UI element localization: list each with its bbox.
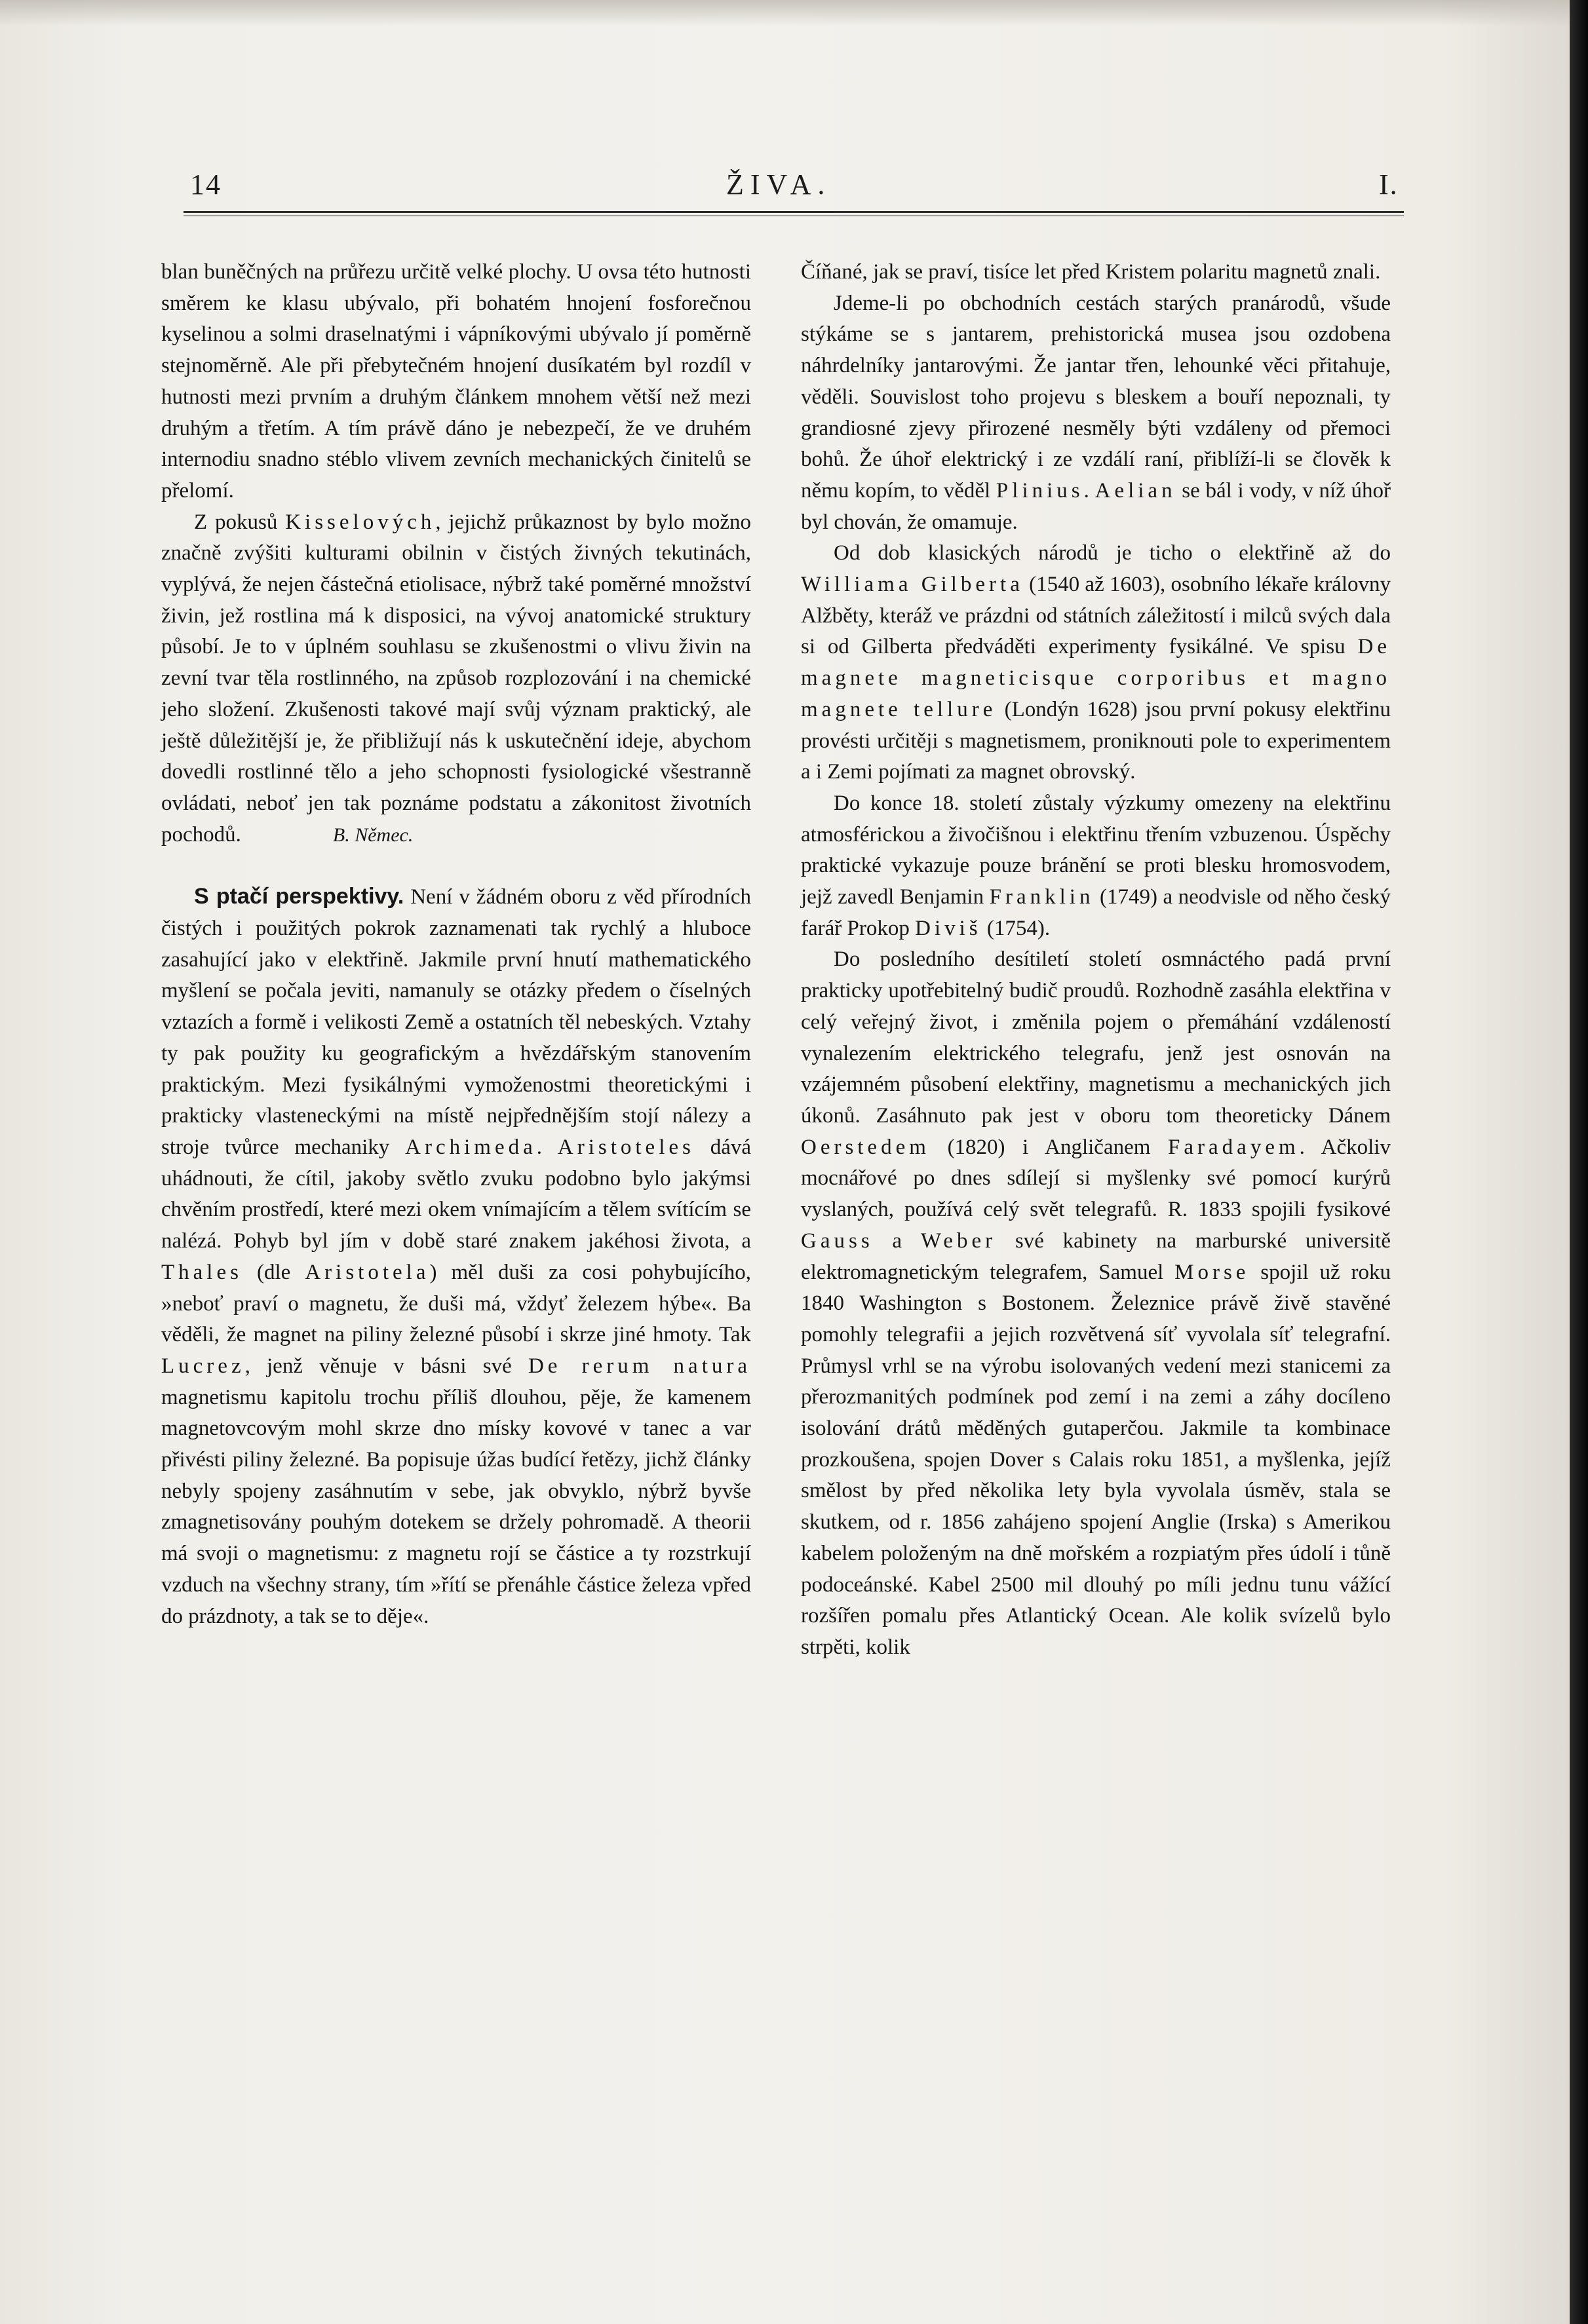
scan-top-shadow [0,0,1570,26]
author-signature: B. Němec. [332,824,414,846]
paragraph: Z pokusů Kisselových, jejichž průkaznost by bylo možno značně zvýšiti kulturami obilnin v čistých živných tekutinách, vyplývá, že nejen částečná etiolisace, nýbrž také poměrné množství živin, jež rostlina má k disposici, na vývoj anatomické struktury působí. Je to v úplném souhlasu se zkušenostmi o vlivu živin na zevní tvar těla rostlinného, na způsob rozplozování i na chemické jeho složení. Zkušenosti takové mají svůj význam praktický, ale ještě důležitější je, že přibližují nás k uskutečnění ideje, abychom dovedli rostlinné tělo a jeho schopnosti fysiologické všestranně ovládati, neboť jen tak poznáme podstatu a zákonitost životních pochodů. B. Němec. [161,507,751,851]
left-column [161,257,751,1632]
header-rule-thick [184,211,1404,213]
paragraph: S ptačí perspektivy. Není v žádném oboru z věd přírodních čistých i použitých pokrok zaznamenati tak rychlý a hluboce zasahující jako v elektřině. Jakmile první hnutí mathematického myšlení se počala jeviti, namanuly se otázky předem o číselných vztazích a formě i velikosti Země a ostatních těl nebeských. Vztahy ty pak použity ku geografickým a hvězdářským stanovením praktickým. Mezi fysikálnými vymoženostmi theoretickými i prakticky vlasteneckými na místě nejpřednějším stojí nálezy a stroje tvůrce mechaniky Archimeda. Aristoteles dává uhádnouti, že cítil, jakoby světlo zvuku podobno bylo jakýmsi chvěním prostředí, které mezi okem vnímajícím a tělem svítícím se nalézá. Pohyb byl jím v době staré znakem jakéhosi života, a Thales (dle Aristotela) měl duši za cosi pohybujícího, »neboť praví o magnetu, že duši má, vždyť železem hýbe«. Ba věděli, že magnet na piliny železné působí i skrze jiné hmoty. Tak Lucrez, jenž věnuje v básni své De rerum natura magnetismu kapitolu trochu příliš dlouhou, pěje, že kamenem magnetovcovým mohl skrze dno mísky kovové v tanec a var přivésti piliny železné. Ba popisuje úžas budící řetězy, jichž články nebyly spojeny zasáhnutím v sebe, jak obvyklo, nýbrž byvše zmagnetisovány pouhým dotekem se držely pohromadě. A theorii má svoji o magnetismu: z magnetu rojí se částice a ty rozstrkují vzduch na všechny strany, tím »řítí se přenáhle částice železa vpřed do prázdnoty, a tak se to děje«. [161,884,752,1628]
running-title: ŽIVA. [726,168,832,200]
paragraph: blan buněčných na průřezu určitě velké plochy. U ovsa této hutnosti směrem ke klasu ubývalo, při bohatém hnojení fosforečnou kyselinou a solmi draselnatými i vápníkovými ubývalo jí poměrně stejnoměrně. Ale při přebytečném hnojení dusíkatém byl rozdíl v hutnosti mezi prvním a druhým článkem mnohem větší než mezi druhým a třetím. A tím právě dáno je nebezpečí, že ve druhém internodiu snadno stéblo vlivem zevních mechanických činitelů se přelomí. [161,260,751,503]
section-gap [161,850,751,881]
paragraph: Jdeme-li po obchodních cestách starých pranárodů, všude stýkáme se s jantarem, prehistorická musea jsou ozdobena náhrdelníky jantarovými. Že jantar třen, lehounké věci přitahuje, věděli. Souvislost toho projevu s bleskem a bouří nepoznali, ty grandiosné zjevy přirozené nesměly býti vzdáleny od přemoci bohů. Že úhoř elektrický i ze vzdálí raní, přiblíží-li se člověk k němu kopím, to věděl Plinius. Aelian se bál i vody, v níž úhoř byl chován, že omamuje. [801,291,1391,534]
paragraph: Do posledního desítiletí století osmnáctého padá první prakticky upotřebitelný budič proudů. Rozhodně zasáhla elektřina v celý veřejný život, i změnila pojem o přemáhání vzdáleností vynalezením elektrického telegrafu, jenž jest osnován na vzájemném působení elektřiny, magnetismu a mechanických jich úkonů. Zasáhnuto pak jest v oboru tom theoreticky Dánem Oerstedem (1820) i Angličanem Faradayem. Ačkoliv mocnářové po dnes sdílejí si myšlenky své pomocí kurýrů vyslaných, používá celý svět telegrafů. R. 1833 spojili fysikové Gauss a Weber své kabinety na marburské universitě elektromagnetickým telegrafem, Samuel Morse spojil už roku 1840 Washington s Bostonem. Železnice právě živě stavěné pomohly telegrafii a jejich rozvětvená síť vyvolala síť telegrafní. Průmysl vrhl se na výrobu isolovaných vedení mezi stanicemi za přerozmanitých podmínek pod zemí i na zemi a záhy docíleno isolování drátů měděných gutaperčou. Jakmile ta kombinace prozkoušena, spojen Dover s Calais roku 1851, a myšlenka, jejíž smělost by před několika lety byla vyvolala úsměv, stala se skutkem, od r. 1856 zahájeno spojení Anglie (Irska) s Amerikou kabelem položeným na dně mořském a rozpiatým přes údolí i tůně podoceánské. Kabel 2500 mil dlouhý po míli jednu tunu vážící rozšířen pomalu přes Atlantický Ocean. Ale kolik svízelů bylo strpěti, kolik [801,947,1391,1659]
spaced-name: Kisselových [285,510,436,534]
scan-corner-mark [1435,26,1494,105]
right-column [801,257,1391,1664]
paragraph: Číňané, jak se praví, tisíce let před Kristem polaritu magnetů znali. [801,260,1381,284]
paragraph: Od dob klasických národů je ticho o elektřině až do Williama Gilberta (1540 až 1603), osobního lékaře královny Alžběty, kteráž ve prázdni od státních záležitostí i milců svých dala si od Gilberta předváděti experimenty fysikálné. Ve spisu De magnete magneticisque corporibus et magno magnete tellure (Londýn 1628) jsou první pokusy elektřinu provésti určitěji s magnetismem, proniknouti pole to experimentem a i Zemi pojímati za magnet obrovský. [801,541,1391,784]
scan-right-edge [1570,0,1588,2324]
page-number: 14 [190,168,222,200]
paragraph: Do konce 18. století zůstaly výzkumy omezeny na elektřinu atmosférickou a živočišnou i elektřinu třením vzbuzenou. Úspěchy praktické vykazuje pouze bránění se proti blesku hromosvodem, jejž zavedl Benjamin Franklin (1749) a neodvisle od něho český farář Prokop Diviš (1754). [801,791,1391,940]
section-heading: S ptačí perspektivy. [194,884,404,909]
volume-number: I. [1379,168,1399,200]
